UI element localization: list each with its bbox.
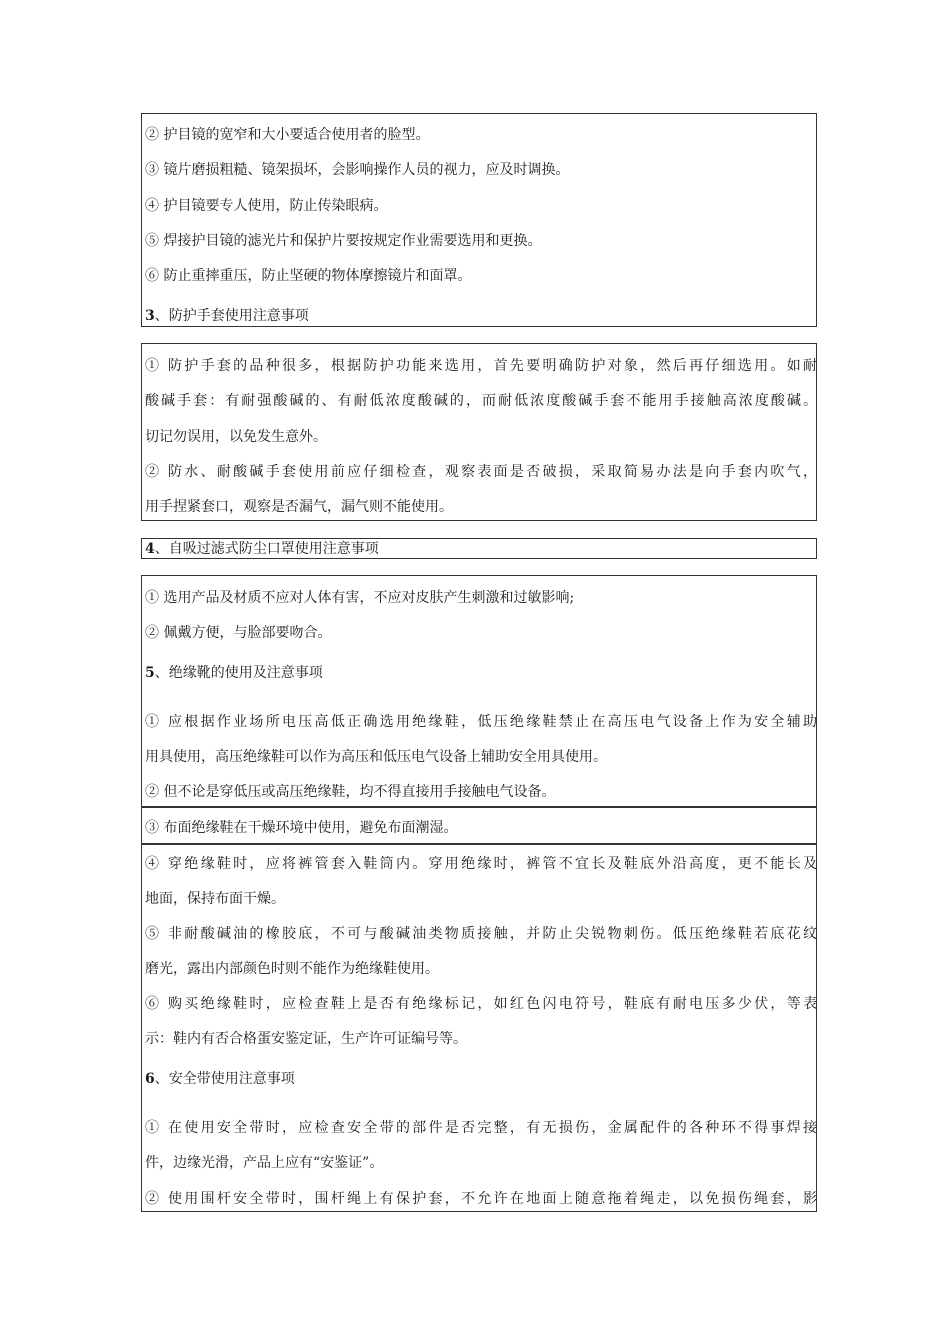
paragraph-line: ② 但不论是穿低压或高压绝缘鞋，均不得直接用手接触电气设备。 [145, 784, 556, 800]
section-heading-4: 4、自吸过滤式防尘口罩使用注意事项 [145, 541, 379, 557]
paragraph-line: 磨光，露出内部颜色时则不能作为绝缘鞋使用。 [145, 961, 439, 977]
paragraph-line: 切记勿误用，以免发生意外。 [145, 429, 327, 445]
paragraph-line: ① 在使用安全带时，应检查安全带的部件是否完整，有无损伤，金属配件的各种环不得事焊接 [145, 1120, 817, 1136]
paragraph-line: ② 防水、耐酸碱手套使用前应仔细检查，观察表面是否破损，采取简易办法是向手套内吹气， [145, 464, 817, 480]
list-item: ④ 护目镜要专人使用，防止传染眼病。 [145, 198, 388, 214]
paragraph-line: ① 应根据作业场所电压高低正确选用绝缘鞋，低压绝缘鞋禁止在高压电气设备上作为安全辅助 [145, 714, 817, 730]
list-item: ⑥ 防止重摔重压，防止坚硬的物体摩擦镜片和面罩。 [145, 268, 472, 284]
section-heading-3: 3、防护手套使用注意事项 [145, 308, 309, 324]
list-item: ③ 镜片磨损粗糙、镜架损坏，会影响操作人员的视力，应及时调换。 [145, 162, 570, 178]
list-item: ⑤ 焊接护目镜的滤光片和保护片要按规定作业需要选用和更换。 [145, 233, 542, 249]
paragraph-line: ⑥ 购买绝缘鞋时，应检查鞋上是否有绝缘标记，如红色闪电符号，鞋底有耐电压多少伏，等表 [145, 996, 817, 1012]
paragraph-line: 用手捏紧套口，观察是否漏气，漏气则不能使用。 [145, 499, 453, 515]
section-heading-6: 6、安全带使用注意事项 [145, 1071, 295, 1087]
list-item: ② 佩戴方便，与脸部要吻合。 [145, 625, 332, 641]
paragraph-line: 地面，保持布面干燥。 [145, 891, 285, 907]
paragraph-line: 酸碱手套：有耐强酸碱的、有耐低浓度酸碱的，而耐低浓度酸碱手套不能用手接触高浓度酸碱。 [145, 393, 817, 409]
paragraph-line: 示：鞋内有否合格蛋安鉴定证，生产许可证编号等。 [145, 1031, 467, 1047]
paragraph-line: ④ 穿绝缘鞋时，应将裤管套入鞋筒内。穿用绝缘时，裤管不宜长及鞋底外沿高度，更不能长及 [145, 856, 817, 872]
section-heading-5: 5、绝缘靴的使用及注意事项 [145, 665, 323, 681]
list-item: ③ 布面绝缘鞋在干燥环境中使用，避免布面潮湿。 [145, 820, 458, 836]
section-box-1 [141, 113, 817, 327]
list-item: ② 护目镜的宽窄和大小要适合使用者的脸型。 [145, 127, 430, 143]
list-item: ① 选用产品及材质不应对人体有害，不应对皮肤产生刺激和过敏影响; [145, 590, 575, 606]
paragraph-line: ⑤ 非耐酸碱油的橡胶底，不可与酸碱油类物质接触，并防止尖锐物刺伤。低压绝缘鞋若底花纹 [145, 926, 817, 942]
paragraph-line: ① 防护手套的品种很多，根据防护功能来选用，首先要明确防护对象，然后再仔细选用。如耐 [145, 358, 817, 374]
paragraph-line: ② 使用围杆安全带时，围杆绳上有保护套，不允许在地面上随意拖着绳走，以免损伤绳套，影 [145, 1191, 817, 1207]
paragraph-line: 件，边缘光滑，产品上应有“安鉴证”。 [145, 1155, 384, 1171]
paragraph-line: 用具使用，高压绝缘鞋可以作为高压和低压电气设备上辅助安全用具使用。 [145, 749, 607, 765]
section-box-4 [141, 575, 817, 807]
